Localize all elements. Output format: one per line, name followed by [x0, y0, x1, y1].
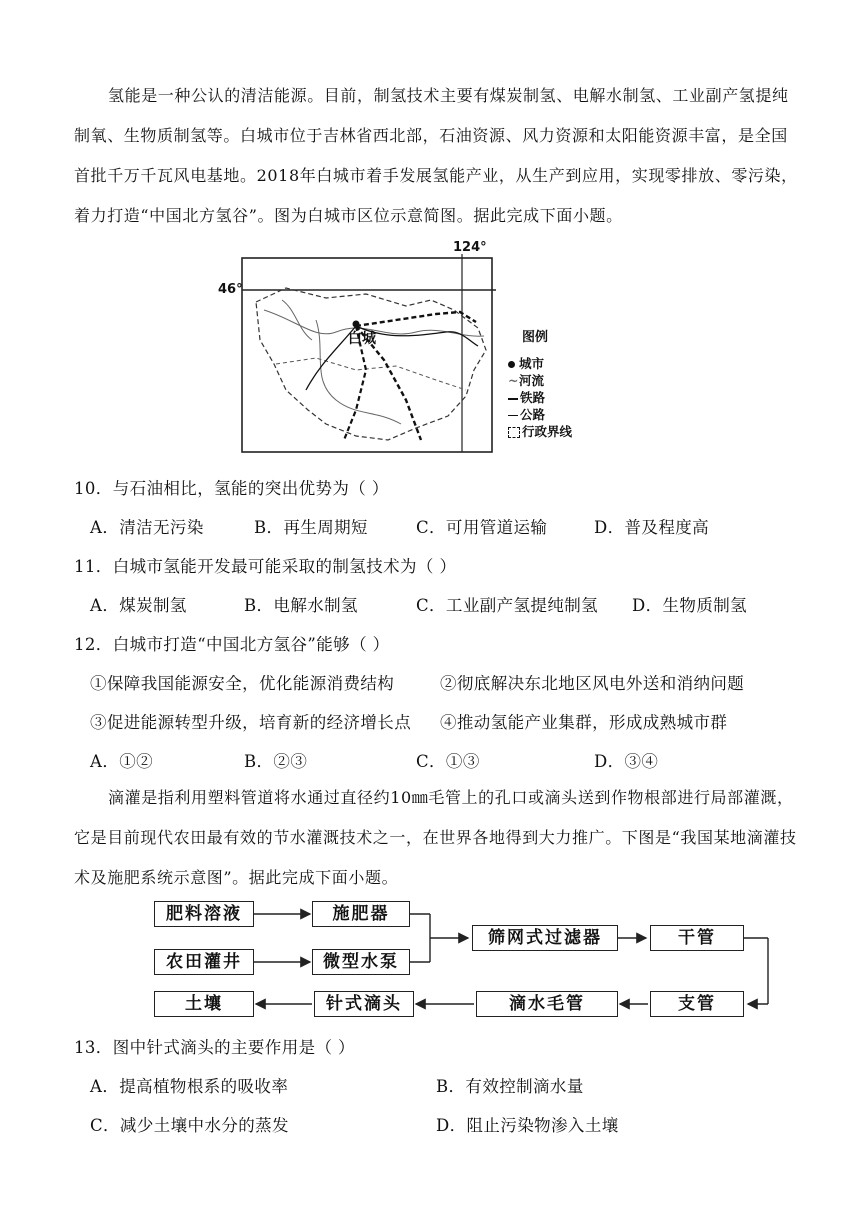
- q12-statement-2: ②彻底解决东北地区风电外送和消纳问题: [440, 674, 745, 693]
- question-11-stem: 11．白城市氢能开发最可能采取的制氢技术为（ ）: [74, 557, 457, 576]
- q13-option-b[interactable]: B．有效控制滴水量: [436, 1077, 584, 1096]
- flow-box-branch-pipe: 支管: [650, 991, 744, 1017]
- flow-box-soil: 土壤: [154, 991, 254, 1017]
- flow-box-main-pipe: 干管: [650, 925, 744, 951]
- q11-option-a[interactable]: A．煤炭制氢: [90, 596, 187, 615]
- city-label: 白城: [348, 331, 376, 347]
- q11-option-c[interactable]: C．工业副产氢提纯制氢: [416, 596, 599, 615]
- q10-option-d[interactable]: D．普及程度高: [594, 518, 710, 537]
- q13-option-d[interactable]: D．阻止污染物渗入土壤: [436, 1116, 619, 1135]
- q11-option-d[interactable]: D．生物质制氢: [632, 596, 748, 615]
- q12-statement-3: ③促进能源转型升级，培育新的经济增长点: [90, 713, 412, 732]
- flow-box-screen-filter: 筛网式过滤器: [472, 925, 618, 951]
- q11-option-b[interactable]: B．电解水制氢: [244, 596, 358, 615]
- q12-option-d[interactable]: D．③④: [594, 752, 659, 771]
- q12-option-b[interactable]: B．②③: [244, 752, 308, 771]
- flow-box-micro-pump: 微型水泵: [312, 949, 410, 975]
- flow-box-fertilizer-applicator: 施肥器: [312, 901, 410, 927]
- q12-statement-4: ④推动氢能产业集群，形成成熟城市群: [440, 713, 728, 732]
- legend-item-boundary: 行政界线: [508, 423, 572, 440]
- q12-option-a[interactable]: A．①②: [90, 752, 154, 771]
- flow-box-fertilizer-solution: 肥料溶液: [154, 901, 254, 927]
- legend-item-city: 城市: [508, 355, 572, 372]
- passage-hydrogen-text: 氢能是一种公认的清洁能源。目前，制氢技术主要有煤炭制氢、电解水制氢、工业副产氢提纯制氧、生物质制氢等。白城市位于吉林省西北部，石油资源、风力资源和太阳能资源丰富，是全国首批千万千瓦风电基地。2018年白城市着手发展氢能产业，从生产到应用，实现零排放、零污染，着力打造“中国北方氢谷”。图为白城市区位示意简图。据此完成下面小题。: [74, 86, 798, 225]
- question-10-stem: 10．与石油相比，氢能的突出优势为（ ）: [74, 479, 389, 498]
- legend-item-railway: 铁路: [508, 389, 572, 406]
- q12-statement-1: ①保障我国能源安全，优化能源消费结构: [90, 674, 395, 693]
- q10-option-b[interactable]: B．再生周期短: [254, 518, 368, 537]
- flow-box-needle-emitter: 针式滴头: [314, 991, 414, 1017]
- legend-title: 图例: [522, 330, 549, 345]
- legend-item-highway: 公路: [508, 406, 572, 423]
- question-13-stem: 13．图中针式滴头的主要作用是（ ）: [74, 1038, 355, 1057]
- question-12-stem: 12．白城市打造“中国北方氢谷”能够（ ）: [74, 635, 390, 654]
- flow-box-drip-capillary: 滴水毛管: [476, 991, 618, 1017]
- q13-option-c[interactable]: C．减少土壤中水分的蒸发: [90, 1116, 289, 1135]
- baicheng-location-map: [216, 240, 596, 462]
- drip-irrigation-flow-diagram: [150, 896, 790, 1024]
- passage-hydrogen: [74, 76, 800, 236]
- latitude-label: 46°: [218, 282, 243, 297]
- q13-option-a[interactable]: A．提高植物根系的吸收率: [90, 1077, 289, 1096]
- q12-option-c[interactable]: C．①③: [416, 752, 480, 771]
- flow-box-farm-well: 农田灌井: [154, 949, 254, 975]
- legend-item-river: ~河流: [508, 373, 545, 388]
- passage-drip-irrigation: [74, 778, 800, 898]
- q10-option-a[interactable]: A．清洁无污染: [90, 518, 204, 537]
- passage-drip-text: 滴灌是指利用塑料管道将水通过直径约10㎜毛管上的孔口或滴头送到作物根部进行局部灌溉，它是目前现代农田最有效的节水灌溉技术之一，在世界各地得到大力推广。下图是“我国某地滴灌技术及施肥系统示意图”。据此完成下面小题。: [74, 788, 797, 887]
- longitude-label: 124°: [453, 240, 487, 255]
- map-legend: [508, 355, 572, 440]
- q10-option-c[interactable]: C．可用管道运输: [416, 518, 548, 537]
